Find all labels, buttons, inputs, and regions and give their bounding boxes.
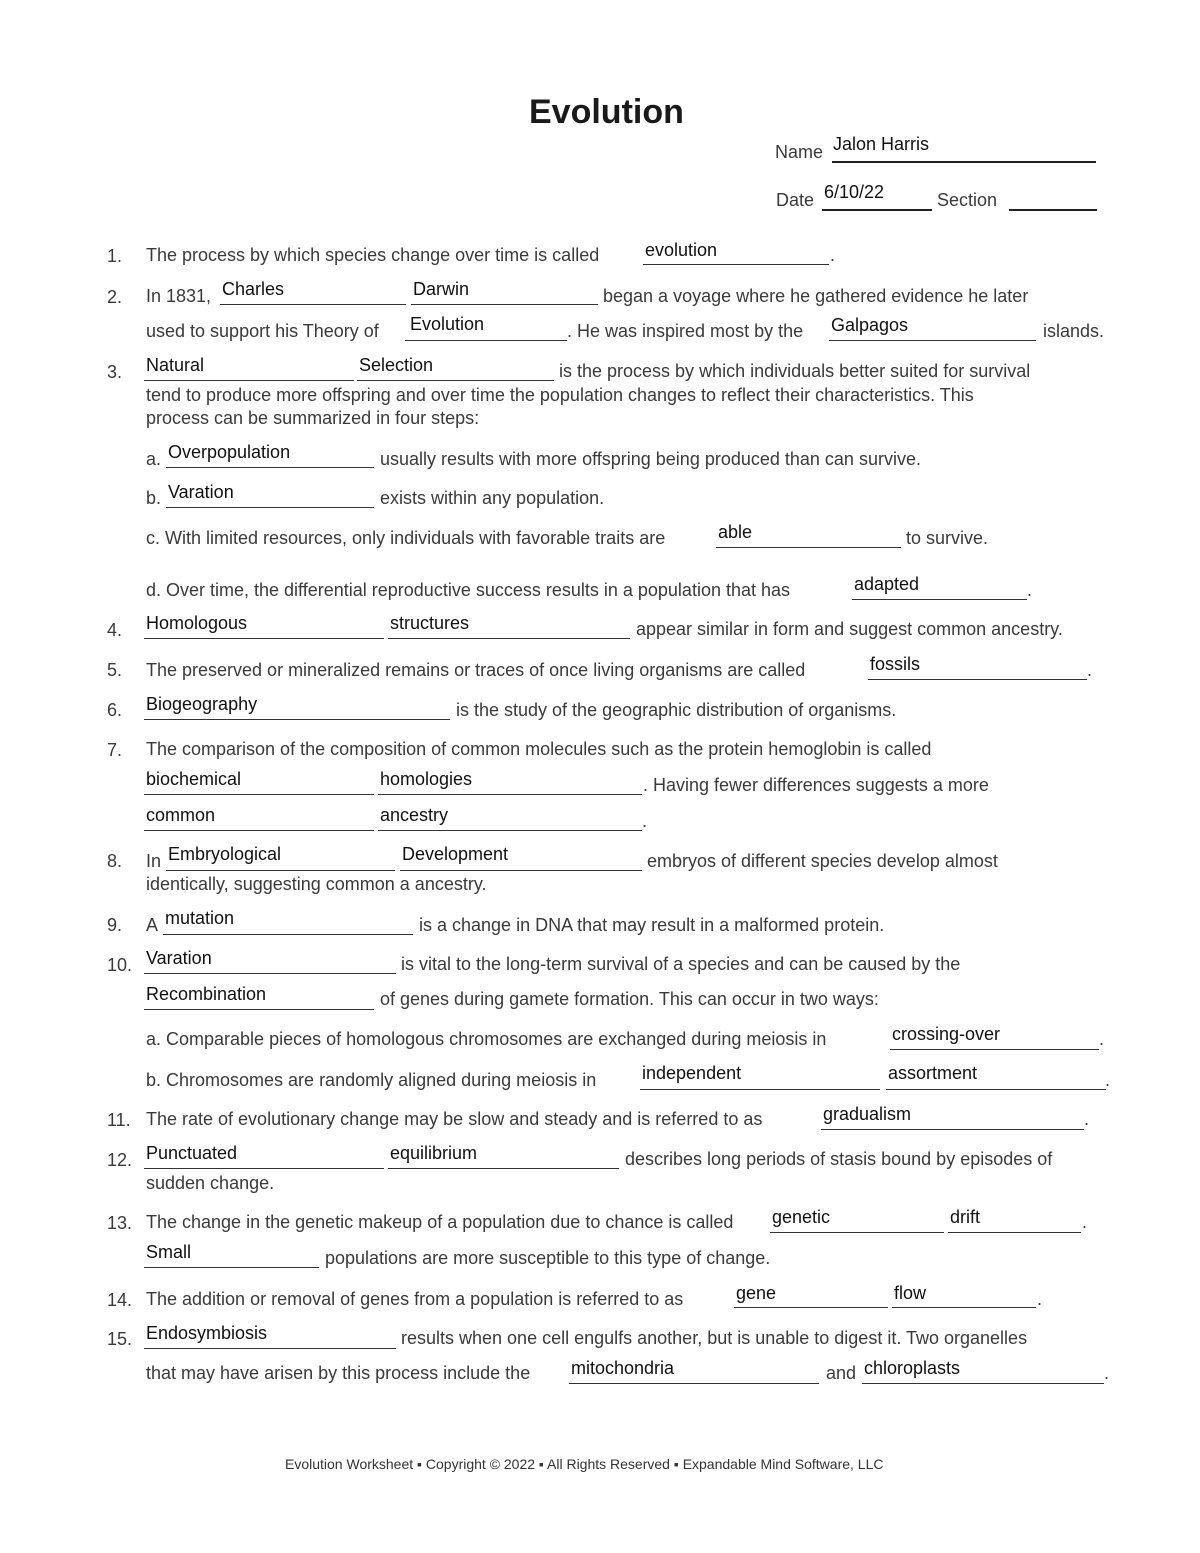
- answer: Varation: [146, 948, 212, 968]
- answer: Varation: [168, 482, 234, 502]
- question-number: 14.: [107, 1290, 133, 1310]
- answer: Evolution: [410, 314, 485, 334]
- answer-blank[interactable]: [734, 1306, 888, 1308]
- question-text: b. Chromosomes are randomly aligned during meiosis in: [146, 1070, 597, 1090]
- answer: mitochondria: [571, 1358, 675, 1378]
- answer: flow: [894, 1283, 927, 1303]
- question-text: d. Over time, the differential reproductive success results in a population that has: [146, 580, 791, 600]
- section-field[interactable]: [1009, 208, 1097, 211]
- answer: crossing-over: [892, 1024, 1001, 1044]
- question-text: process can be summarized in four steps:: [146, 408, 480, 428]
- punctuation: .: [642, 811, 648, 831]
- footer-copyright: Evolution Worksheet ▪ Copyright © 2022 ▪ All Rights Reserved ▪ Expandable Mind Software, LLC: [285, 1456, 884, 1472]
- question-number: 3.: [107, 362, 123, 382]
- answer: Small: [146, 1242, 192, 1262]
- answer: Natural: [146, 355, 205, 375]
- question-number: 15.: [107, 1329, 133, 1349]
- question-number: 8.: [107, 851, 123, 871]
- name-label: Name: [775, 142, 824, 162]
- question-number: 5.: [107, 660, 123, 680]
- answer-blank[interactable]: [400, 869, 642, 871]
- question-text: tend to produce more offspring and over time the population changes to reflect their characteristics. This: [146, 385, 974, 405]
- answer-blank[interactable]: [640, 1088, 880, 1090]
- question-text: usually results with more offspring being produced than can survive.: [380, 449, 921, 469]
- answer: Embryological: [168, 844, 282, 864]
- question-number: 1.: [107, 246, 123, 266]
- answer-blank[interactable]: [166, 506, 374, 508]
- section-label: Section: [937, 190, 998, 210]
- question-text: The preserved or mineralized remains or traces of once living organisms are called: [146, 660, 806, 680]
- answer: able: [718, 522, 753, 542]
- answer-blank[interactable]: [144, 718, 450, 720]
- question-text: used to support his Theory of: [146, 321, 379, 341]
- name-value: Jalon Harris: [833, 134, 930, 154]
- answer-blank[interactable]: [643, 263, 829, 265]
- answer-blank[interactable]: [378, 829, 642, 831]
- date-field[interactable]: [822, 208, 932, 211]
- question-text: is vital to the long-term survival of a species and can be caused by the: [401, 954, 961, 974]
- answer: Selection: [359, 355, 434, 375]
- answer: gene: [736, 1283, 777, 1303]
- answer-blank[interactable]: [948, 1231, 1081, 1233]
- answer: Overpopulation: [168, 442, 291, 462]
- answer-blank[interactable]: [144, 972, 396, 974]
- answer: common: [146, 805, 216, 825]
- answer: Punctuated: [146, 1143, 238, 1163]
- answer: drift: [950, 1207, 981, 1227]
- answer: assortment: [888, 1063, 978, 1083]
- date-label: Date: [776, 190, 815, 210]
- question-text: is the study of the geographic distribution of organisms.: [456, 700, 897, 720]
- answer-blank[interactable]: [886, 1088, 1106, 1090]
- answer-blank[interactable]: [821, 1128, 1084, 1130]
- answer-blank[interactable]: [166, 869, 395, 871]
- question-text: and: [826, 1363, 857, 1383]
- date-value: 6/10/22: [824, 182, 885, 202]
- answer: structures: [390, 613, 470, 633]
- answer-blank[interactable]: [569, 1382, 819, 1384]
- question-text: In: [146, 851, 162, 871]
- answer-blank[interactable]: [220, 303, 406, 305]
- question-number: 9.: [107, 915, 123, 935]
- answer-blank[interactable]: [144, 379, 354, 381]
- answer: fossils: [870, 654, 921, 674]
- answer: independent: [642, 1063, 742, 1083]
- answer: Endosymbiosis: [146, 1323, 268, 1343]
- answer: equilibrium: [390, 1143, 478, 1163]
- answer-blank[interactable]: [829, 339, 1036, 341]
- question-text: populations are more susceptible to this type of change.: [325, 1248, 771, 1268]
- question-number: 7.: [107, 740, 123, 760]
- answer-blank[interactable]: [144, 1167, 384, 1169]
- question-text: c. With limited resources, only individuals with favorable traits are: [146, 528, 666, 548]
- answer-blank[interactable]: [405, 339, 567, 341]
- answer-blank[interactable]: [144, 1008, 374, 1010]
- question-text: The process by which species change over time is called: [146, 245, 600, 265]
- question-text: is the process by which individuals better suited for survival: [559, 361, 1031, 381]
- punctuation: .: [1082, 1212, 1088, 1232]
- question-text: The comparison of the composition of common molecules such as the protein hemoglobin is called: [146, 739, 932, 759]
- answer-blank[interactable]: [411, 303, 598, 305]
- answer: Recombination: [146, 984, 267, 1004]
- question-text: A: [146, 915, 159, 935]
- answer: chloroplasts: [864, 1358, 961, 1378]
- question-text: identically, suggesting common a ancestry.: [146, 874, 487, 894]
- punctuation: .: [1037, 1289, 1043, 1309]
- answer: Development: [402, 844, 509, 864]
- question-number: 2.: [107, 287, 123, 307]
- page-title: Evolution: [529, 93, 684, 131]
- answer-blank[interactable]: [716, 546, 901, 548]
- answer-blank[interactable]: [357, 379, 554, 381]
- question-text: The change in the genetic makeup of a population due to chance is called: [146, 1212, 734, 1232]
- answer-blank[interactable]: [144, 829, 374, 831]
- question-text: exists within any population.: [380, 488, 605, 508]
- answer: genetic: [772, 1207, 831, 1227]
- answer-blank[interactable]: [144, 793, 374, 795]
- question-number: 12.: [107, 1150, 133, 1170]
- question-text: began a voyage where he gathered evidence he later: [603, 286, 1029, 306]
- question-text: islands.: [1043, 321, 1105, 341]
- question-text: is a change in DNA that may result in a malformed protein.: [419, 915, 885, 935]
- punctuation: .: [1027, 580, 1033, 600]
- step-label: b.: [146, 488, 162, 508]
- answer: evolution: [645, 240, 718, 260]
- answer-blank[interactable]: [852, 598, 1027, 600]
- answer: gradualism: [823, 1104, 912, 1124]
- question-number: 11.: [107, 1110, 131, 1130]
- answer: Biogeography: [146, 694, 258, 714]
- answer-blank[interactable]: [378, 793, 642, 795]
- answer-blank[interactable]: [388, 637, 630, 639]
- punctuation: .: [830, 245, 836, 265]
- answer: mutation: [165, 908, 235, 928]
- punctuation: .: [1099, 1029, 1105, 1049]
- answer: Homologous: [146, 613, 248, 633]
- answer-blank[interactable]: [868, 678, 1087, 680]
- answer-blank[interactable]: [862, 1382, 1104, 1384]
- answer-blank[interactable]: [388, 1167, 619, 1169]
- answer-blank[interactable]: [163, 933, 413, 935]
- answer-blank[interactable]: [144, 1347, 396, 1349]
- punctuation: .: [1084, 1109, 1090, 1129]
- answer-blank[interactable]: [166, 466, 374, 468]
- answer: Darwin: [413, 279, 470, 299]
- question-text: embryos of different species develop almost: [647, 851, 998, 871]
- step-label: a.: [146, 449, 162, 469]
- question-text: describes long periods of stasis bound by episodes of: [625, 1149, 1053, 1169]
- answer: Charles: [222, 279, 285, 299]
- question-text: appear similar in form and suggest common ancestry.: [636, 619, 1063, 639]
- answer-blank[interactable]: [892, 1306, 1036, 1308]
- punctuation: .: [1104, 1363, 1110, 1383]
- answer-blank[interactable]: [890, 1048, 1099, 1050]
- question-text: In 1831,: [146, 286, 212, 306]
- question-text: The rate of evolutionary change may be slow and steady and is referred to as: [146, 1109, 763, 1129]
- answer-blank[interactable]: [770, 1231, 944, 1233]
- question-text: a. Comparable pieces of homologous chromosomes are exchanged during meiosis in: [146, 1029, 827, 1049]
- answer-blank[interactable]: [144, 1266, 319, 1268]
- question-text: results when one cell engulfs another, but is unable to digest it. Two organelles: [401, 1328, 1028, 1348]
- question-number: 4.: [107, 620, 123, 640]
- name-field[interactable]: [832, 160, 1096, 163]
- answer: adapted: [854, 574, 920, 594]
- question-number: 6.: [107, 700, 123, 720]
- answer: biochemical: [146, 769, 242, 789]
- answer: Galpagos: [831, 315, 909, 335]
- punctuation: .: [1087, 660, 1093, 680]
- question-text: . He was inspired most by the: [567, 321, 804, 341]
- question-text: sudden change.: [146, 1173, 275, 1193]
- question-number: 10.: [107, 955, 133, 975]
- question-text: that may have arisen by this process include the: [146, 1363, 531, 1383]
- question-number: 13.: [107, 1213, 133, 1233]
- question-text: of genes during gamete formation. This can occur in two ways:: [380, 989, 879, 1009]
- punctuation: .: [1105, 1070, 1111, 1090]
- answer: homologies: [380, 769, 473, 789]
- question-text: The addition or removal of genes from a population is referred to as: [146, 1289, 684, 1309]
- answer-blank[interactable]: [144, 637, 384, 639]
- question-text: to survive.: [906, 528, 989, 548]
- answer: ancestry: [380, 805, 449, 825]
- question-text: . Having fewer differences suggests a more: [643, 775, 989, 795]
